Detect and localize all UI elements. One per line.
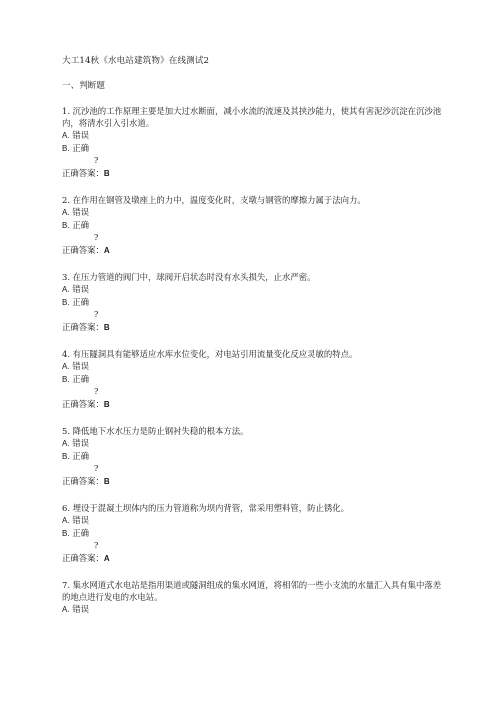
option-a bbox=[62, 283, 442, 296]
question-stem: 2. 在作用在钢管及墩座上的力中，温度变化时，支墩与钢管的摩擦力属于法向力。 bbox=[62, 195, 366, 205]
option-b bbox=[62, 296, 442, 309]
option-letter: A. bbox=[62, 605, 70, 614]
correct-answer bbox=[62, 244, 442, 257]
option-a bbox=[62, 514, 442, 527]
question-stem: 4. 有压隧洞具有能够适应水库水位变化，对电站引用流量变化反应灵敏的特点。 bbox=[62, 349, 358, 359]
option-letter: B. bbox=[62, 452, 70, 461]
option-text: 错误 bbox=[72, 207, 89, 217]
option-text: 错误 bbox=[72, 361, 89, 371]
option-text: 正确 bbox=[72, 374, 89, 384]
document-title: 大工14秋《水电站建筑物》在线测试2 bbox=[62, 56, 210, 66]
question-mark: ? bbox=[94, 310, 99, 319]
question-mark: ? bbox=[94, 541, 99, 550]
answer-value: A bbox=[103, 246, 110, 255]
option-text: 正确 bbox=[72, 451, 89, 461]
question-item bbox=[62, 194, 442, 257]
option-letter: B. bbox=[62, 221, 70, 230]
option-a bbox=[62, 437, 442, 450]
answer-value: B bbox=[103, 400, 110, 409]
option-a bbox=[62, 129, 442, 142]
option-text: 正确 bbox=[72, 297, 89, 307]
answer-label: 正确答案： bbox=[62, 168, 104, 178]
answer-value: B bbox=[103, 169, 110, 178]
option-text: 正确 bbox=[72, 528, 89, 538]
option-letter: B. bbox=[62, 298, 70, 307]
option-a bbox=[62, 360, 442, 373]
option-text: 错误 bbox=[72, 438, 89, 448]
question-item bbox=[62, 425, 442, 488]
option-text: 错误 bbox=[72, 515, 89, 525]
question-stem: 6. 埋设于混凝土坝体内的压力管道称为坝内背管，常采用塑料管，防止锈化。 bbox=[62, 503, 350, 513]
answer-label: 正确答案： bbox=[62, 476, 104, 486]
correct-answer bbox=[62, 475, 442, 488]
option-letter: B. bbox=[62, 529, 70, 538]
option-letter: A. bbox=[62, 208, 70, 217]
answer-value: B bbox=[103, 323, 110, 332]
option-a bbox=[62, 603, 442, 616]
option-letter: A. bbox=[62, 516, 70, 525]
option-letter: A. bbox=[62, 362, 70, 371]
answer-label: 正确答案： bbox=[62, 553, 104, 563]
option-letter: B. bbox=[62, 375, 70, 384]
option-b bbox=[62, 450, 442, 463]
question-mark: ? bbox=[94, 464, 99, 473]
option-letter: A. bbox=[62, 131, 70, 140]
section-title: 一、判断题 bbox=[62, 81, 105, 91]
option-text: 正确 bbox=[72, 220, 89, 230]
option-a bbox=[62, 206, 442, 219]
question-item bbox=[62, 579, 442, 616]
question-list bbox=[62, 105, 442, 630]
question-item bbox=[62, 348, 442, 411]
option-b bbox=[62, 373, 442, 386]
correct-answer bbox=[62, 167, 442, 180]
question-mark: ? bbox=[94, 156, 99, 165]
answer-value: B bbox=[103, 477, 110, 486]
option-b bbox=[62, 527, 442, 540]
question-mark: ? bbox=[94, 233, 99, 242]
answer-label: 正确答案： bbox=[62, 322, 104, 332]
option-text: 错误 bbox=[72, 604, 89, 614]
question-item bbox=[62, 502, 442, 565]
option-letter: A. bbox=[62, 439, 70, 448]
option-b bbox=[62, 219, 442, 232]
option-letter: B. bbox=[62, 144, 70, 153]
correct-answer bbox=[62, 552, 442, 565]
question-stem: 5. 降低地下水水压力是防止钢衬失稳的根本方法。 bbox=[62, 426, 249, 436]
question-stem: 7. 集水网道式水电站是指用渠道或隧洞组成的集水网道，将相邻的一些小支流的水量汇入具有集中落差的地点进行发电的水电站。 bbox=[62, 580, 442, 602]
correct-answer bbox=[62, 321, 442, 334]
question-mark: ? bbox=[94, 387, 99, 396]
question-item bbox=[62, 271, 442, 334]
option-text: 错误 bbox=[72, 284, 89, 294]
question-stem: 1. 沉沙池的工作原理主要是加大过水断面，减小水流的流速及其挟沙能力，使其有害泥沙沉淀在沉沙池内，将清水引入引水道。 bbox=[62, 106, 442, 128]
option-text: 错误 bbox=[72, 130, 89, 140]
answer-label: 正确答案： bbox=[62, 245, 104, 255]
option-letter: A. bbox=[62, 285, 70, 294]
correct-answer bbox=[62, 398, 442, 411]
question-item bbox=[62, 105, 442, 180]
question-stem: 3. 在压力管道的阀门中，球阀开启状态时没有水头损失，止水严密。 bbox=[62, 272, 316, 282]
option-text: 正确 bbox=[72, 143, 89, 153]
answer-label: 正确答案： bbox=[62, 399, 104, 409]
option-b bbox=[62, 142, 442, 155]
answer-value: A bbox=[103, 554, 110, 563]
